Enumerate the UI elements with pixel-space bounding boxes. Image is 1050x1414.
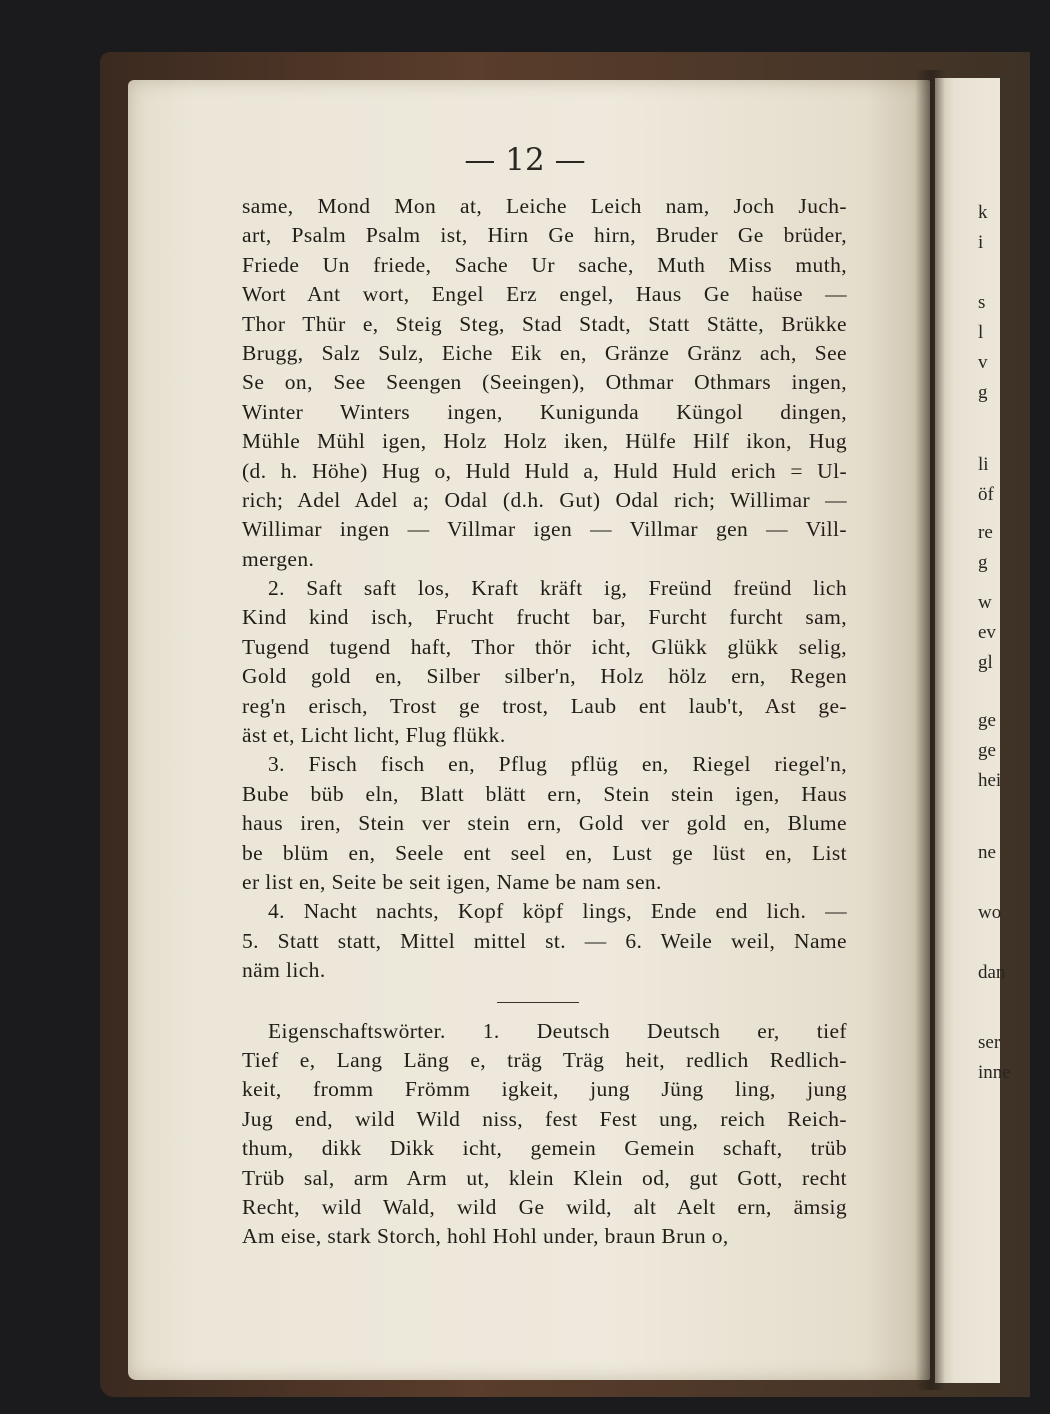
text-line: Bube büb eln, Blatt blätt ern, Stein stein igen, Haus	[242, 781, 847, 806]
right-page-fragment: li	[978, 454, 989, 475]
text-line: Winter Winters ingen, Kunigunda Küngol dingen,	[242, 399, 847, 424]
paragraph-section-3	[242, 750, 847, 897]
right-page-fragment: ge	[978, 710, 996, 731]
right-page-fragment: öf	[978, 484, 994, 505]
text-line: Trüb sal, arm Arm ut, klein Klein od, gut Gott, recht	[242, 1165, 847, 1190]
right-page-fragment: re	[978, 522, 993, 543]
text-line: Recht, wild Wald, wild Ge wild, alt Aelt ern, ämsig	[242, 1194, 847, 1219]
right-page-fragment: ser	[978, 1032, 1001, 1053]
text-line: Kind kind isch, Frucht frucht bar, Furcht furcht sam,	[242, 605, 847, 630]
text-line: Am eise, stark Storch, hohl Hohl under, braun Brun o,	[242, 1224, 729, 1249]
paragraph-adjectives	[242, 1017, 847, 1252]
text-line: äst et, Licht licht, Flug flükk.	[242, 723, 506, 748]
text-line: er list en, Seite be seit igen, Name be nam sen.	[242, 869, 662, 894]
text-line: Thor Thür e, Steig Steg, Stad Stadt, Statt Stätte, Brükke	[242, 311, 847, 336]
text-line: Friede Un friede, Sache Ur sache, Muth Miss muth,	[242, 252, 847, 277]
text-line: Mühle Mühl igen, Holz Holz iken, Hülfe Hilf ikon, Hug	[242, 429, 847, 454]
right-page-fragment: w	[978, 592, 992, 613]
text-line: (d. h. Höhe) Hug o, Huld Huld a, Huld Huld erich = Ul-	[242, 458, 847, 483]
text-line: Brugg, Salz Sulz, Eiche Eik en, Gränze Gränz ach, See	[242, 340, 847, 365]
right-page-fragment: dan	[978, 962, 1006, 983]
section-divider	[497, 1002, 579, 1003]
text-line: Tugend tugend haft, Thor thör icht, Glükk glükk selig,	[242, 634, 847, 659]
text-line: same, Mond Mon at, Leiche Leich nam, Joch Juch-	[242, 194, 847, 218]
text-line: mergen.	[242, 546, 315, 571]
right-page-fragment: g	[978, 382, 988, 403]
text-line: 4. Nacht nachts, Kopf köpf lings, Ende end lich. —	[268, 899, 847, 924]
text-line: 5. Statt statt, Mittel mittel st. — 6. Weile weil, Name	[242, 928, 847, 953]
right-page-fragment: gl	[978, 652, 993, 673]
paragraph-nouns	[242, 192, 847, 574]
text-line: thum, dikk Dikk icht, gemein Gemein schaft, trüb	[242, 1136, 847, 1161]
right-page-text-fragments	[978, 192, 1011, 1372]
right-page-fragment: i	[978, 232, 984, 253]
page-text	[242, 192, 847, 1252]
text-line: be blüm en, Seele ent seel en, Lust ge lüst en, List	[242, 840, 847, 865]
text-line: 2. Saft saft los, Kraft kräft ig, Freünd freünd lich	[268, 576, 847, 601]
text-line: Se on, See Seengen (Seeingen), Othmar Othmars ingen,	[242, 370, 847, 395]
text-line: haus iren, Stein ver stein ern, Gold ver gold en, Blume	[242, 811, 847, 836]
text-line: näm lich.	[242, 958, 326, 983]
right-page-fragment: wo	[978, 902, 1002, 923]
paragraph-section-2	[242, 574, 847, 750]
right-page-fragment: l	[978, 322, 984, 343]
right-page-fragment: v	[978, 352, 988, 373]
right-page-fragment: hei	[978, 770, 1002, 791]
text-line: Gold gold en, Silber silber'n, Holz hölz ern, Regen	[242, 664, 847, 689]
right-page-fragment: s	[978, 292, 986, 313]
page-number: — 12 —	[464, 142, 586, 178]
book-gutter	[915, 70, 945, 1390]
text-line: Wort Ant wort, Engel Erz engel, Haus Ge haüse —	[242, 282, 847, 307]
right-page-fragment: g	[978, 552, 988, 573]
text-line: Jug end, wild Wild niss, fest Fest ung, reich Reich-	[242, 1106, 847, 1131]
text-line: reg'n erisch, Trost ge trost, Laub ent laub't, Ast ge-	[242, 693, 847, 718]
text-line: keit, fromm Frömm igkeit, jung Jüng ling, jung	[242, 1077, 847, 1102]
paragraph-section-4	[242, 897, 847, 985]
text-line: Eigenschaftswörter. 1. Deutsch Deutsch er, tief	[268, 1018, 847, 1043]
text-line: rich; Adel Adel a; Odal (d.h. Gut) Odal rich; Willimar —	[242, 487, 847, 512]
text-line: Willimar ingen — Villmar igen — Villmar gen — Vill-	[242, 517, 847, 542]
text-line: art, Psalm Psalm ist, Hirn Ge hirn, Bruder Ge brüder,	[242, 223, 847, 248]
right-page-fragment: k	[978, 202, 988, 223]
right-page-fragment: ge	[978, 740, 996, 761]
right-page-fragment: ev	[978, 622, 996, 643]
right-page-fragment: ne	[978, 842, 996, 863]
text-line: Tief e, Lang Läng e, träg Träg heit, redlich Redlich-	[242, 1047, 847, 1072]
right-page-fragment: inne	[978, 1062, 1011, 1083]
text-line: 3. Fisch fisch en, Pflug pflüg en, Riegel riegel'n,	[268, 752, 847, 777]
